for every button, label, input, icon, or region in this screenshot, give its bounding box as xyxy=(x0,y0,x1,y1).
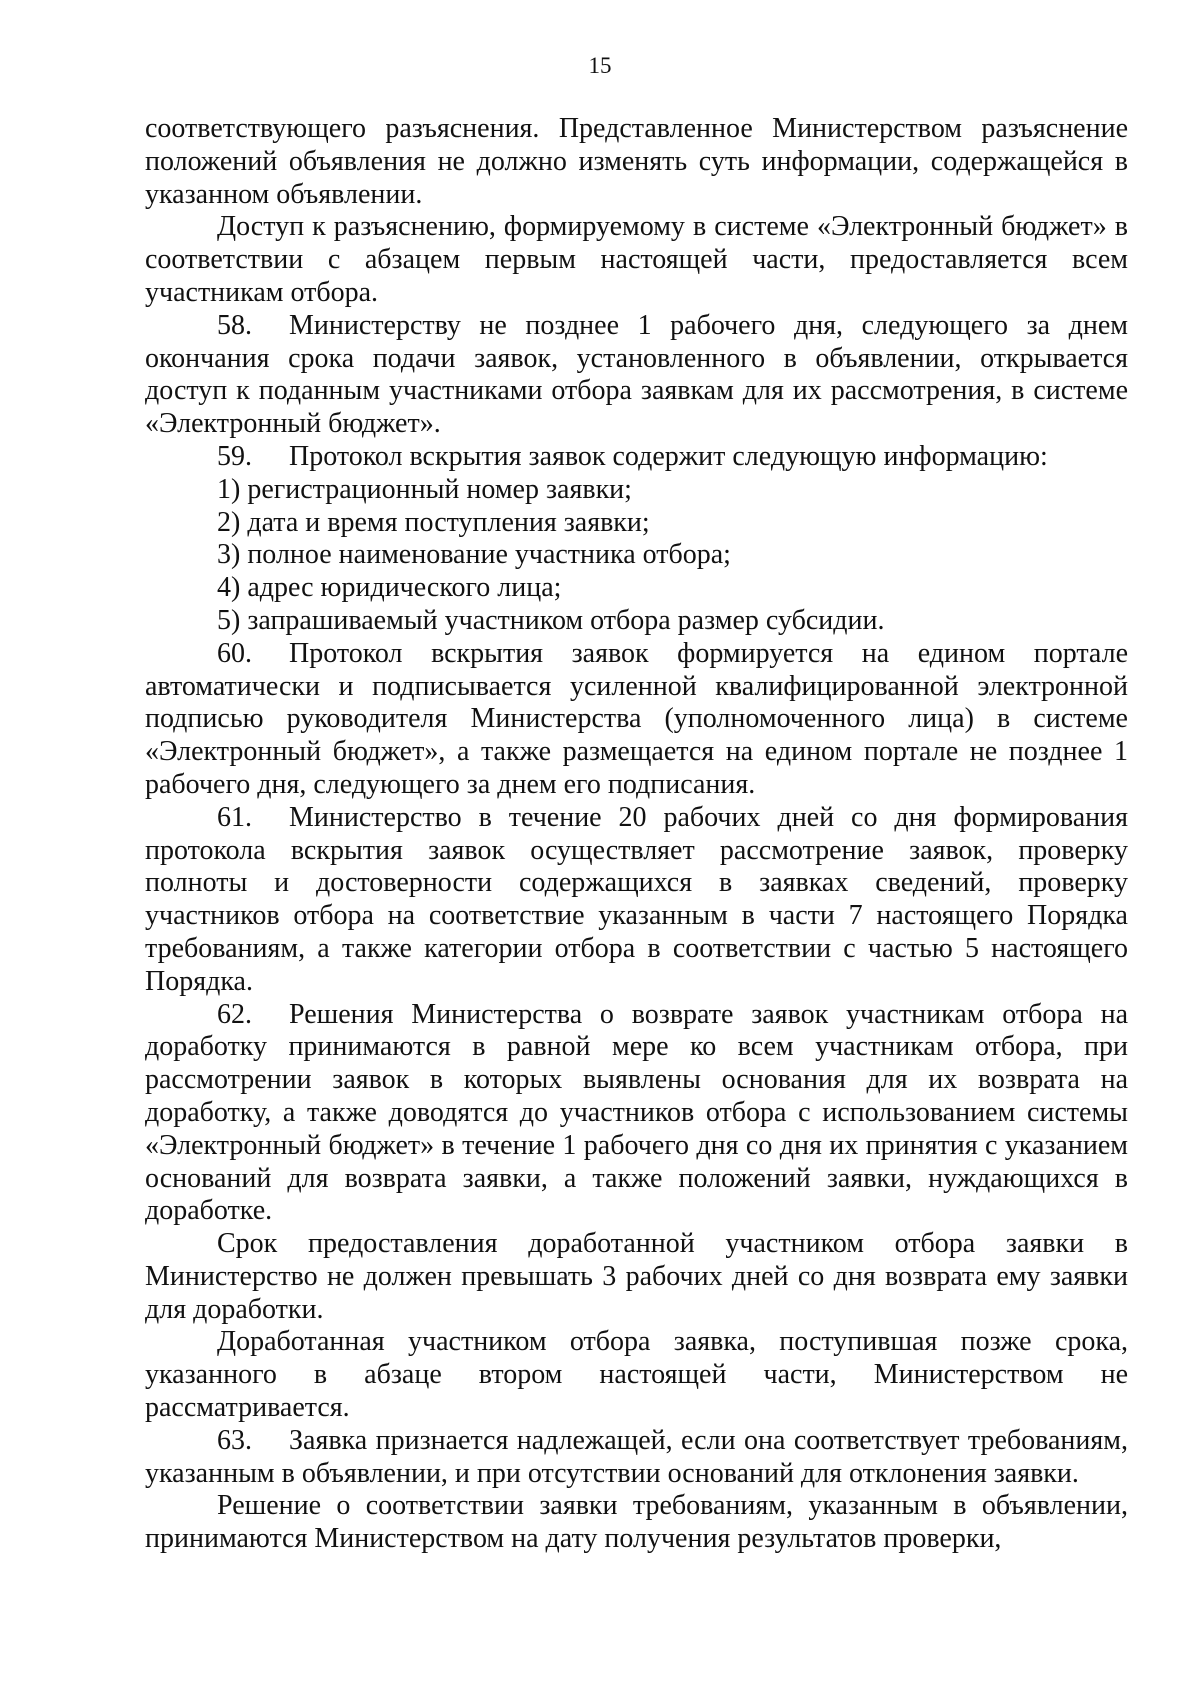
paragraph-continuation: соответствующего разъяснения. Представленное Министерством разъяснение положений объявления не должно изменять суть информации, содержащейся в указанном объявлении. xyxy=(145,113,1128,210)
list-item: 3) полное наименование участника отбора; xyxy=(217,539,731,571)
paragraph-63-number: 63. xyxy=(217,1424,252,1456)
paragraph-61 xyxy=(145,802,1128,999)
paragraph-60 xyxy=(145,638,1128,802)
paragraph-59-text: Протокол вскрытия заявок содержит следующую информацию: xyxy=(289,440,1048,472)
paragraph-60-number: 60. xyxy=(217,637,252,669)
paragraph-late-revision: Доработанная участником отбора заявка, поступившая позже срока, указанного в абзаце втором настоящей части, Министерством не рассматривается. xyxy=(145,1326,1128,1424)
paragraph-58-number: 58. xyxy=(217,309,252,341)
paragraph-59-number: 59. xyxy=(217,440,252,472)
paragraph-58-text: Министерству не позднее 1 рабочего дня, следующего за днем окончания срока подачи заявок, установленного в объявлении, открывается доступ к поданным участниками отбора заявкам для их рассмотрения, в системе «Электронный бюджет». xyxy=(145,309,1128,440)
paragraph-access-clarification: Доступ к разъяснению, формируемому в системе «Электронный бюджет» в соответствии с абзацем первым настоящей части, предоставляется всем участникам отбора. xyxy=(145,211,1128,308)
paragraph-62-text: Решения Министерства о возврате заявок участникам отбора на доработку принимаются в равной мере ко всем участникам отбора, при рассмотрении заявок в которых выявлены основания для их возврата на доработку, а также доводятся до участников отбора с использованием системы «Электронный бюджет» в течение 1 рабочего дня со дня их принятия с указанием оснований для возврата заявки, а также положений заявки, нуждающихся в доработке. xyxy=(145,998,1128,1227)
list-item: 4) адрес юридического лица; xyxy=(217,572,562,604)
paragraph-compliance-decision: Решение о соответствии заявки требованиям, указанным в объявлении, принимаются Министерством на дату получения результатов проверки, xyxy=(145,1490,1128,1555)
list-item: 2) дата и время поступления заявки; xyxy=(217,506,650,538)
paragraph-61-text: Министерство в течение 20 рабочих дней со дня формирования протокола вскрытия заявок осуществляет рассмотрение заявок, проверку полноты и достоверности содержащихся в заявках сведений, проверку участников отбора на соответствие указанным в части 7 настоящего Порядка требованиям, а также категории отбора в соответствии с частью 5 настоящего Порядка. xyxy=(145,801,1128,997)
page-number: 15 xyxy=(588,53,612,78)
paragraph-63 xyxy=(145,1425,1128,1491)
list-item: 5) запрашиваемый участником отбора размер субсидии. xyxy=(217,604,885,636)
list-item: 1) регистрационный номер заявки; xyxy=(217,473,632,505)
paragraph-58 xyxy=(145,310,1128,441)
paragraph-63-text: Заявка признается надлежащей, если она соответствует требованиям, указанным в объявлении, и при отсутствии оснований для отклонения заявки. xyxy=(145,1424,1128,1489)
paragraph-revision-deadline: Срок предоставления доработанной участником отбора заявки в Министерство не должен превышать 3 рабочих дней со дня возврата ему заявки для доработки. xyxy=(145,1228,1128,1325)
paragraph-61-number: 61. xyxy=(217,801,252,833)
document-body xyxy=(145,113,1128,1556)
paragraph-62 xyxy=(145,999,1128,1229)
paragraph-60-text: Протокол вскрытия заявок формируется на едином портале автоматически и подписывается усиленной квалифицированной электронной подписью руководителя Министерства (уполномоченного лица) в системе «Электронный бюджет», а также размещается на едином портале не позднее 1 рабочего дня, следующего за днем его подписания. xyxy=(145,637,1128,800)
paragraph-59 xyxy=(145,441,1128,474)
paragraph-62-number: 62. xyxy=(217,998,252,1030)
